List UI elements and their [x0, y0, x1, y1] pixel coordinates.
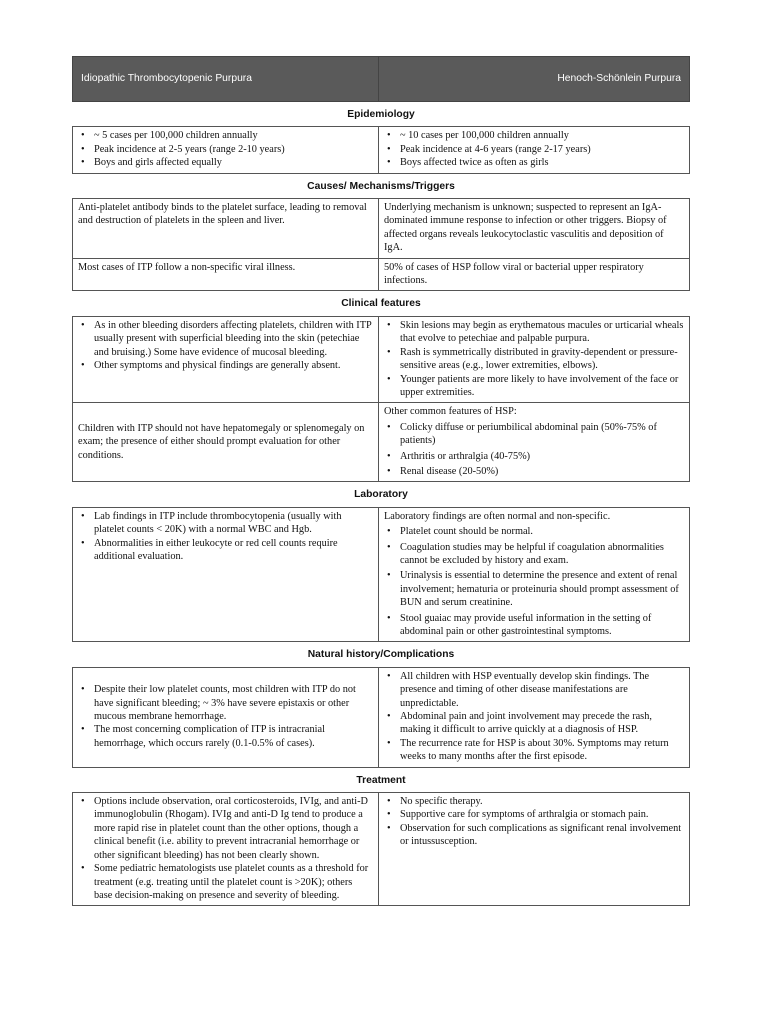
table-row — [73, 258, 690, 291]
section-heading-row — [73, 642, 690, 667]
cell-text: Other common features of HSP: — [384, 406, 517, 418]
section-title-causes: Causes/ Mechanisms/Triggers — [73, 173, 690, 198]
list-item: • Skin lesions may begin as erythematous macules or urticarial wheals that evolve to petechiae and palpable purpura. — [400, 319, 684, 346]
bullet-list — [78, 319, 373, 373]
bullet-list — [78, 129, 373, 169]
table-row — [73, 793, 690, 906]
section-title-epidemiology: Epidemiology — [73, 102, 690, 127]
cell-text: 50% of cases of HSP follow viral or bacterial upper respiratory infections. — [384, 261, 644, 287]
section-heading-row — [73, 767, 690, 792]
list-item: • Despite their low platelet counts, most children with ITP do not have significant bleeding; ~ 3% have severe epistaxis or other mucous membrane hemorrhage. — [94, 683, 373, 723]
list-item: • Coagulation studies may be helpful if coagulation abnormalities cannot be excluded by history and exam. — [400, 541, 684, 568]
list-item: • Peak incidence at 4-6 years (range 2-17 years) — [400, 143, 684, 156]
section-title-laboratory: Laboratory — [73, 482, 690, 507]
list-item: • All children with HSP eventually develop skin findings. The presence and timing of other disease manifestations are unpredictable. — [400, 670, 684, 710]
list-item: • Boys affected twice as often as girls — [400, 156, 684, 169]
cell-text: Anti-platelet antibody binds to the platelet surface, leading to removal and destruction of platelets in the spleen and liver. — [78, 202, 367, 227]
cell-hsp-clinical-2 — [379, 403, 690, 482]
list-item: • ~ 5 cases per 100,000 children annually — [94, 129, 373, 142]
list-item: • Observation for such complications as significant renal involvement or intussusception. — [400, 822, 684, 849]
cell-text: Most cases of ITP follow a non-specific viral illness. — [78, 261, 296, 273]
cell-itp-epidemiology — [73, 127, 379, 173]
list-item: • Boys and girls affected equally — [94, 156, 373, 169]
cell-text: Underlying mechanism is unknown; suspected to represent an IgA-dominated immune response to infection or other triggers. Biopsy of affected organs reveals leukocytoclastic vasculitis and deposition of IgA. — [384, 202, 667, 254]
cell-text: Children with ITP should not have hepatomegaly or splenomegaly on exam; the presence of either should prompt evaluation for other conditions. — [78, 422, 365, 461]
cell-itp-natural-history — [73, 667, 379, 767]
list-item: • The recurrence rate for HSP is about 30%. Symptoms may return weeks to many months after the first episode. — [400, 737, 684, 764]
cell-itp-treatment — [73, 793, 379, 906]
cell-itp-laboratory — [73, 507, 379, 642]
cell-itp-causes-2 — [73, 258, 379, 291]
table-row — [73, 316, 690, 402]
bullet-list — [78, 795, 373, 902]
list-item: • Arthritis or arthralgia (40-75%) — [400, 450, 684, 463]
table-row — [73, 199, 690, 259]
list-item: • Stool guaiac may provide useful information in the setting of abdominal pain or other gastrointestinal symptoms. — [400, 612, 684, 639]
list-item: • Renal disease (20-50%) — [400, 465, 684, 478]
cell-hsp-treatment — [379, 793, 690, 906]
bullet-list — [384, 795, 684, 849]
section-heading-row — [73, 291, 690, 316]
list-item: • Options include observation, oral corticosteroids, IVIg, and anti-D immunoglobulin (Rhogam). IVIg and anti-D Ig tend to produce a more rapid rise in platelet count than the other options, though a clinical benefit (i.e. ability to prevent intracranial hemorrhage or other significant bleeding) has not been clearly shown. — [94, 795, 373, 862]
cell-hsp-causes-1 — [379, 199, 690, 259]
list-item: • Rash is symmetrically distributed in gravity-dependent or pressure-sensitive areas (e.g., lower extremities, elbows). — [400, 346, 684, 373]
cell-hsp-epidemiology — [379, 127, 690, 173]
cell-hsp-clinical-1 — [379, 316, 690, 402]
list-item: • As in other bleeding disorders affecting platelets, children with ITP usually present with superficial bleeding into the skin (petechiae and bruising.) Some have evidence of mucosal bleeding. — [94, 319, 373, 359]
cell-hsp-laboratory — [379, 507, 690, 642]
list-item: • Supportive care for symptoms of arthralgia or stomach pain. — [400, 808, 684, 821]
table-row — [73, 403, 690, 482]
bullet-list — [384, 129, 684, 169]
list-item: • Some pediatric hematologists use platelet counts as a threshold for treatment (e.g. treating until the platelet count is >20K); others base decision-making on presence and severity of bleeding. — [94, 862, 373, 902]
bullet-list — [78, 683, 373, 750]
bullet-list — [384, 319, 684, 399]
table-row — [73, 667, 690, 767]
section-heading-row — [73, 173, 690, 198]
list-item: • Abnormalities in either leukocyte or red cell counts require additional evaluation. — [94, 537, 373, 564]
cell-hsp-natural-history — [379, 667, 690, 767]
bullet-list — [78, 510, 373, 564]
list-item: • Colicky diffuse or periumbilical abdominal pain (50%-75% of patients) — [400, 421, 684, 448]
table-row — [73, 127, 690, 173]
comparison-table — [72, 56, 690, 906]
header-itp: Idiopathic Thrombocytopenic Purpura — [73, 57, 379, 102]
header-hsp: Henoch-Schönlein Purpura — [379, 57, 690, 102]
cell-itp-clinical-1 — [73, 316, 379, 402]
cell-text: Laboratory findings are often normal and non-specific. — [384, 510, 611, 522]
list-item: • Younger patients are more likely to have involvement of the face or upper extremities. — [400, 373, 684, 400]
list-item: • Peak incidence at 2-5 years (range 2-10 years) — [94, 143, 373, 156]
list-item: • Lab findings in ITP include thrombocytopenia (usually with platelet counts < 20K) with a normal WBC and Hgb. — [94, 510, 373, 537]
list-item: • No specific therapy. — [400, 795, 684, 808]
bullet-list — [384, 670, 684, 764]
table-row — [73, 507, 690, 642]
section-title-treatment: Treatment — [73, 767, 690, 792]
list-item: • ~ 10 cases per 100,000 children annually — [400, 129, 684, 142]
section-heading-row — [73, 482, 690, 507]
cell-itp-causes-1 — [73, 199, 379, 259]
section-heading-row — [73, 102, 690, 127]
bullet-list — [384, 421, 684, 479]
list-item: • The most concerning complication of ITP is intracranial hemorrhage, which occurs rarely (0.1-0.5% of cases). — [94, 723, 373, 750]
list-item: • Platelet count should be normal. — [400, 525, 684, 538]
bullet-list — [384, 525, 684, 638]
cell-itp-clinical-2 — [73, 403, 379, 482]
list-item: • Other symptoms and physical findings are generally absent. — [94, 359, 373, 372]
section-title-natural-history: Natural history/Complications — [73, 642, 690, 667]
cell-hsp-causes-2 — [379, 258, 690, 291]
section-title-clinical: Clinical features — [73, 291, 690, 316]
table-header-row — [73, 57, 690, 102]
list-item: • Abdominal pain and joint involvement may precede the rash, making it difficult to arrive quickly at a diagnosis of HSP. — [400, 710, 684, 737]
list-item: • Urinalysis is essential to determine the presence and extent of renal involvement; hematuria or proteinuria should prompt assessment of BUN and serum creatinine. — [400, 569, 684, 609]
